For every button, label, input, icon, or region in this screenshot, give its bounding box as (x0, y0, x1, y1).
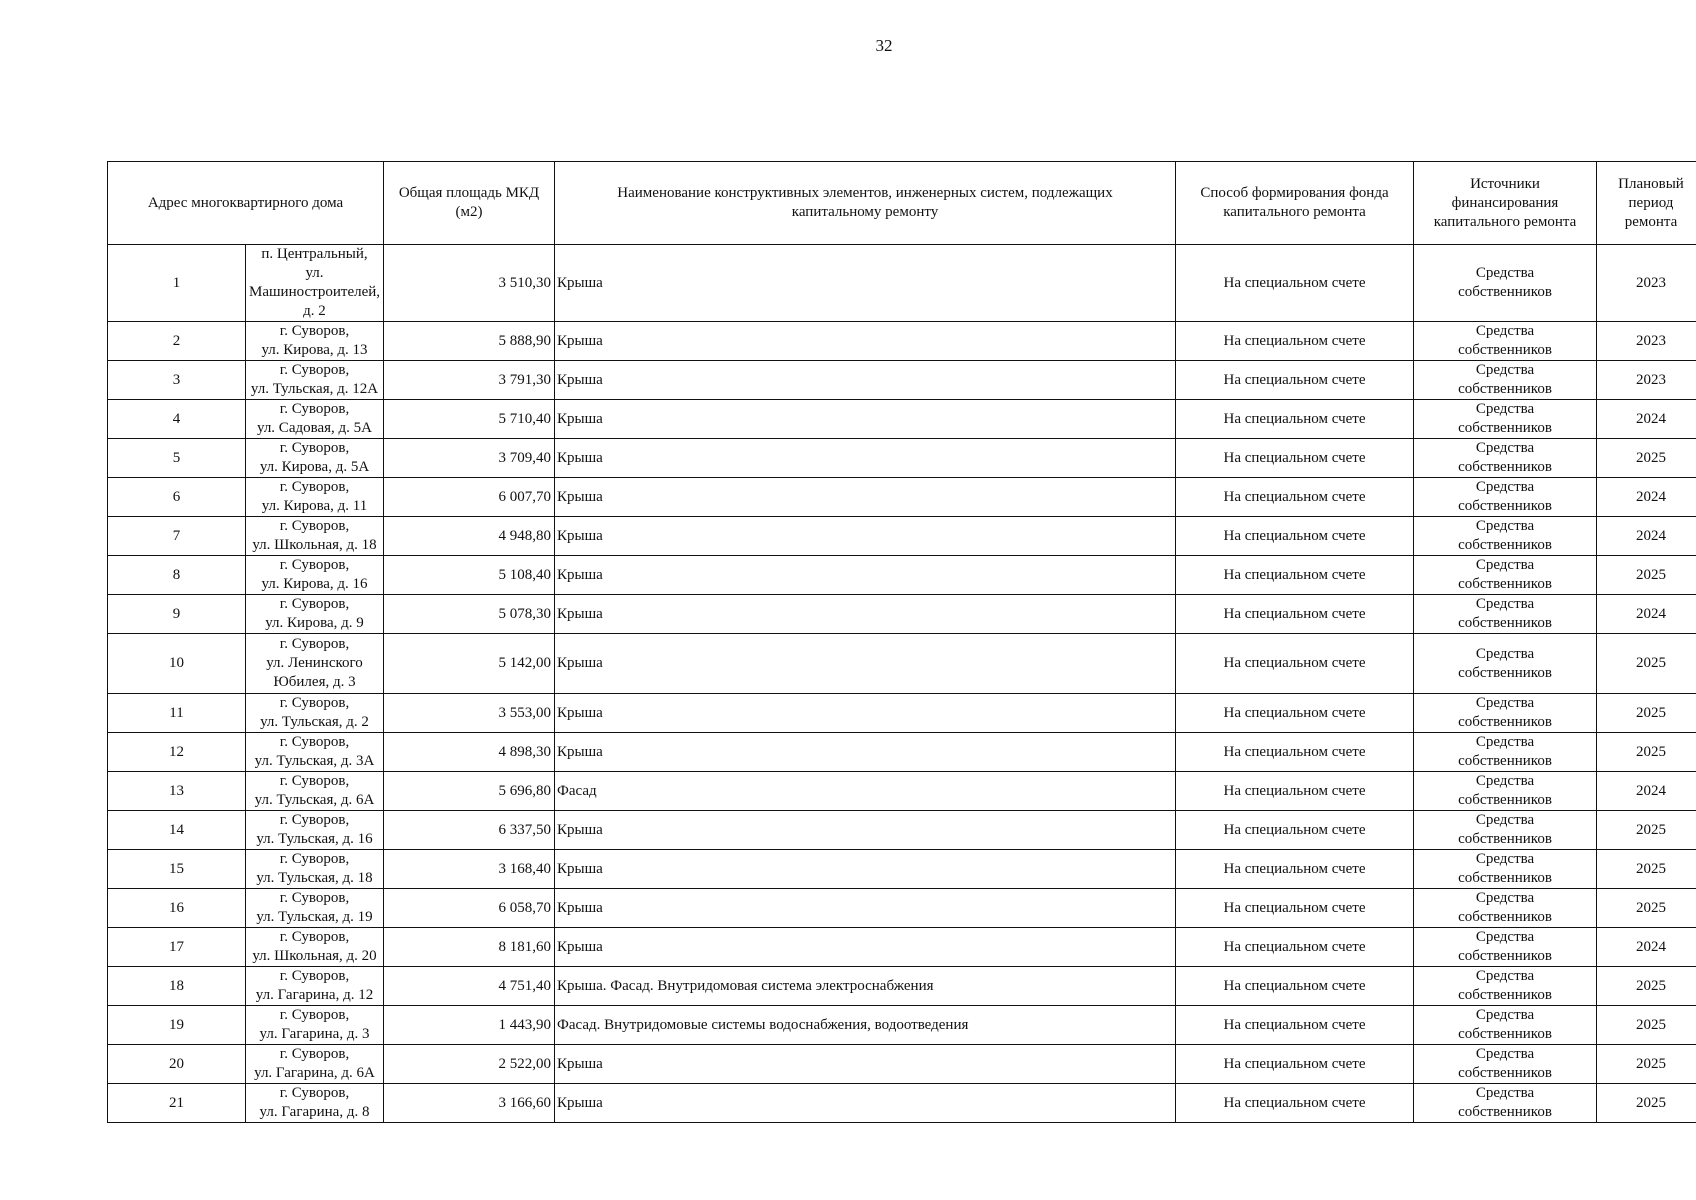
row-period: 2023 (1597, 322, 1696, 361)
address-locality: г. Суворов, (279, 440, 350, 456)
row-method: На специальном счете (1176, 889, 1414, 928)
table-row (108, 517, 1696, 556)
source-line-1: Средства (1475, 1085, 1535, 1101)
row-address (246, 361, 384, 400)
row-address (246, 439, 384, 478)
table-row (108, 478, 1696, 517)
row-source (1414, 967, 1597, 1006)
repair-plan-table (107, 161, 1696, 1123)
row-source (1414, 478, 1597, 517)
row-elements: Крыша (555, 733, 1176, 772)
row-area: 4 898,30 (384, 733, 555, 772)
address-street: ул. Гагарина, д. 3 (259, 1026, 370, 1042)
row-area: 5 078,30 (384, 595, 555, 634)
row-method: На специальном счете (1176, 850, 1414, 889)
row-address (246, 967, 384, 1006)
header-area: Общая площадь МКД (м2) (384, 162, 555, 245)
row-period: 2025 (1597, 967, 1696, 1006)
table-row (108, 400, 1696, 439)
row-method: На специальном счете (1176, 361, 1414, 400)
row-method: На специальном счете (1176, 634, 1414, 694)
row-area: 3 709,40 (384, 439, 555, 478)
address-locality: г. Суворов, (279, 695, 350, 711)
source-line-1: Средства (1475, 890, 1535, 906)
row-elements: Крыша (555, 400, 1176, 439)
row-area: 5 142,00 (384, 634, 555, 694)
row-source (1414, 1084, 1597, 1123)
row-number: 12 (108, 733, 246, 772)
row-area: 3 510,30 (384, 245, 555, 322)
address-street: ул. Кирова, д. 16 (261, 576, 368, 592)
address-locality: г. Суворов, (279, 1085, 350, 1101)
row-source (1414, 811, 1597, 850)
row-method: На специальном счете (1176, 517, 1414, 556)
row-source (1414, 595, 1597, 634)
row-source (1414, 733, 1597, 772)
source-line-1: Средства (1475, 362, 1535, 378)
page-number: 32 (875, 36, 893, 55)
row-method: На специальном счете (1176, 811, 1414, 850)
address-street: ул. Гагарина, д. 8 (259, 1104, 370, 1120)
row-elements: Крыша. Фасад. Внутридомовая система электроснабжения (555, 967, 1176, 1006)
source-line-1: Средства (1475, 479, 1535, 495)
source-line-2: собственников (1458, 1065, 1552, 1081)
row-elements: Крыша (555, 694, 1176, 733)
source-line-1: Средства (1475, 518, 1535, 534)
row-number: 21 (108, 1084, 246, 1123)
row-address (246, 1084, 384, 1123)
source-line-1: Средства (1475, 695, 1535, 711)
source-line-2: собственников (1458, 1026, 1552, 1042)
source-line-2: собственников (1458, 948, 1552, 964)
header-source: Источники финансирования капитального ремонта (1414, 162, 1597, 245)
row-address (246, 400, 384, 439)
source-line-1: Средства (1475, 323, 1535, 339)
row-period: 2025 (1597, 1006, 1696, 1045)
row-elements: Крыша (555, 361, 1176, 400)
address-locality: г. Суворов, (279, 401, 350, 417)
row-source (1414, 772, 1597, 811)
row-number: 8 (108, 556, 246, 595)
address-locality: г. Суворов, (279, 734, 350, 750)
row-number: 9 (108, 595, 246, 634)
source-line-2: собственников (1458, 664, 1552, 681)
source-line-1: Средства (1475, 734, 1535, 750)
row-area: 3 166,60 (384, 1084, 555, 1123)
address-street: ул. Тульская, д. 19 (256, 909, 373, 925)
row-elements: Крыша (555, 322, 1176, 361)
row-number: 5 (108, 439, 246, 478)
address-street: ул. Садовая, д. 5А (256, 420, 373, 436)
row-address (246, 694, 384, 733)
row-period: 2025 (1597, 634, 1696, 694)
address-locality: г. Суворов, (279, 929, 350, 945)
row-source (1414, 400, 1597, 439)
row-address (246, 322, 384, 361)
row-elements: Крыша (555, 517, 1176, 556)
row-number: 20 (108, 1045, 246, 1084)
row-source (1414, 517, 1597, 556)
row-number: 13 (108, 772, 246, 811)
row-elements: Крыша (555, 245, 1176, 322)
address-locality: г. Суворов, (279, 557, 350, 573)
row-period: 2024 (1597, 928, 1696, 967)
source-line-2: собственников (1458, 831, 1552, 847)
source-line-2: собственников (1458, 498, 1552, 514)
table-row (108, 245, 1696, 322)
table-row (108, 1006, 1696, 1045)
table-body (108, 245, 1696, 1123)
row-area: 5 888,90 (384, 322, 555, 361)
row-number: 3 (108, 361, 246, 400)
row-elements: Крыша (555, 634, 1176, 694)
address-street: ул. Кирова, д. 9 (265, 615, 364, 631)
source-line-2: собственников (1458, 714, 1552, 730)
row-source (1414, 634, 1597, 694)
source-line-2: собственников (1458, 537, 1552, 553)
header-period: Плановый период ремонта (1597, 162, 1696, 245)
row-number: 16 (108, 889, 246, 928)
row-source (1414, 245, 1597, 322)
row-address (246, 733, 384, 772)
row-elements: Крыша (555, 595, 1176, 634)
address-street: ул. Тульская, д. 2 (260, 714, 369, 730)
row-address (246, 478, 384, 517)
row-address (246, 517, 384, 556)
row-period: 2025 (1597, 1084, 1696, 1123)
address-street: ул. Школьная, д. 20 (252, 948, 377, 964)
row-address (246, 1045, 384, 1084)
row-area: 6 337,50 (384, 811, 555, 850)
row-elements: Крыша (555, 889, 1176, 928)
row-method: На специальном счете (1176, 1084, 1414, 1123)
source-line-2: собственников (1458, 753, 1552, 769)
row-source (1414, 1045, 1597, 1084)
row-area: 6 007,70 (384, 478, 555, 517)
source-line-1: Средства (1475, 812, 1535, 828)
address-locality: г. Суворов, (279, 968, 350, 984)
source-line-1: Средства (1475, 773, 1535, 789)
row-period: 2025 (1597, 811, 1696, 850)
address-street: ул. Гагарина, д. 6А (254, 1065, 375, 1081)
source-line-1: Средства (1475, 401, 1535, 417)
row-period: 2025 (1597, 733, 1696, 772)
row-method: На специальном счете (1176, 772, 1414, 811)
row-period: 2025 (1597, 556, 1696, 595)
row-elements: Фасад. Внутридомовые системы водоснабжения, водоотведения (555, 1006, 1176, 1045)
source-line-2: собственников (1458, 342, 1552, 358)
table-row (108, 556, 1696, 595)
source-line-1: Средства (1475, 929, 1535, 945)
source-line-1: Средства (1475, 968, 1535, 984)
table-row (108, 694, 1696, 733)
row-address (246, 772, 384, 811)
row-number: 10 (108, 634, 246, 694)
row-number: 17 (108, 928, 246, 967)
row-period: 2025 (1597, 850, 1696, 889)
address-street: ул. Кирова, д. 13 (261, 342, 368, 358)
row-source (1414, 439, 1597, 478)
row-number: 4 (108, 400, 246, 439)
row-method: На специальном счете (1176, 1045, 1414, 1084)
row-elements: Крыша (555, 1084, 1176, 1123)
row-area: 3 791,30 (384, 361, 555, 400)
row-elements: Крыша (555, 1045, 1176, 1084)
address-locality: г. Суворов, (279, 323, 350, 339)
address-street: ул. Машиностроителей, д. 2 (249, 265, 381, 319)
row-elements: Крыша (555, 478, 1176, 517)
row-method: На специальном счете (1176, 322, 1414, 361)
row-area: 8 181,60 (384, 928, 555, 967)
row-method: На специальном счете (1176, 245, 1414, 322)
address-locality: г. Суворов, (279, 362, 350, 378)
header-method: Способ формирования фонда капитального ремонта (1176, 162, 1414, 245)
row-area: 4 751,40 (384, 967, 555, 1006)
row-method: На специальном счете (1176, 556, 1414, 595)
source-line-2: собственников (1458, 420, 1552, 436)
row-source (1414, 850, 1597, 889)
address-street: ул. Школьная, д. 18 (252, 537, 377, 553)
address-street: ул. Кирова, д. 11 (261, 498, 368, 514)
table-row (108, 850, 1696, 889)
source-line-1: Средства (1475, 1007, 1535, 1023)
address-locality: г. Суворов, (279, 518, 350, 534)
source-line-2: собственников (1458, 459, 1552, 475)
row-elements: Крыша (555, 439, 1176, 478)
table-row (108, 928, 1696, 967)
address-locality: п. Центральный, (261, 246, 368, 262)
row-area: 5 696,80 (384, 772, 555, 811)
row-elements: Крыша (555, 928, 1176, 967)
table-row (108, 1045, 1696, 1084)
source-line-1: Средства (1475, 596, 1535, 612)
row-area: 5 108,40 (384, 556, 555, 595)
row-period: 2024 (1597, 595, 1696, 634)
row-method: На специальном счете (1176, 694, 1414, 733)
address-street: ул. Кирова, д. 5А (259, 459, 370, 475)
address-street: ул. Тульская, д. 18 (256, 870, 373, 886)
table-row (108, 361, 1696, 400)
source-line-2: собственников (1458, 576, 1552, 592)
address-locality: г. Суворов, (279, 812, 350, 828)
row-period: 2025 (1597, 439, 1696, 478)
row-area: 3 553,00 (384, 694, 555, 733)
source-line-1: Средства (1475, 645, 1535, 662)
source-line-2: собственников (1458, 987, 1552, 1003)
row-area: 2 522,00 (384, 1045, 555, 1084)
address-locality: г. Суворов, (279, 890, 350, 906)
row-method: На специальном счете (1176, 733, 1414, 772)
address-street: ул. Гагарина, д. 12 (255, 987, 374, 1003)
source-line-1: Средства (1475, 1046, 1535, 1062)
row-number: 19 (108, 1006, 246, 1045)
row-period: 2024 (1597, 400, 1696, 439)
table-row (108, 811, 1696, 850)
row-elements: Крыша (555, 811, 1176, 850)
row-method: На специальном счете (1176, 967, 1414, 1006)
row-address (246, 889, 384, 928)
address-street: ул. Тульская, д. 16 (256, 831, 373, 847)
row-address (246, 811, 384, 850)
row-area: 5 710,40 (384, 400, 555, 439)
row-period: 2025 (1597, 1045, 1696, 1084)
source-line-2: собственников (1458, 909, 1552, 925)
row-method: На специальном счете (1176, 595, 1414, 634)
table-row (108, 967, 1696, 1006)
row-period: 2025 (1597, 889, 1696, 928)
row-number: 1 (108, 245, 246, 322)
source-line-2: собственников (1458, 615, 1552, 631)
row-source (1414, 1006, 1597, 1045)
address-locality: г. Суворов, (279, 636, 350, 652)
row-method: На специальном счете (1176, 928, 1414, 967)
source-line-1: Средства (1475, 851, 1535, 867)
header-elements: Наименование конструктивных элементов, инженерных систем, подлежащих капитальному ремонту (555, 162, 1176, 245)
table-row (108, 889, 1696, 928)
row-method: На специальном счете (1176, 439, 1414, 478)
row-address (246, 1006, 384, 1045)
header-address: Адрес многоквартирного дома (108, 162, 384, 245)
address-locality: г. Суворов, (279, 479, 350, 495)
row-period: 2025 (1597, 694, 1696, 733)
table-row (108, 772, 1696, 811)
row-address (246, 634, 384, 694)
row-address (246, 928, 384, 967)
row-address (246, 245, 384, 322)
address-locality: г. Суворов, (279, 851, 350, 867)
source-line-2: собственников (1458, 870, 1552, 886)
row-period: 2024 (1597, 478, 1696, 517)
address-street: ул. Тульская, д. 6А (254, 792, 375, 808)
source-line-1: Средства (1475, 440, 1535, 456)
address-street: ул. Тульская, д. 12А (250, 381, 379, 397)
address-locality: г. Суворов, (279, 1046, 350, 1062)
row-address (246, 556, 384, 595)
source-line-2: собственников (1458, 381, 1552, 397)
source-line-2: собственников (1458, 1104, 1552, 1120)
row-number: 2 (108, 322, 246, 361)
address-locality: г. Суворов, (279, 596, 350, 612)
source-line-1: Средства (1475, 265, 1535, 281)
row-method: На специальном счете (1176, 400, 1414, 439)
address-locality: г. Суворов, (279, 773, 350, 789)
table-row (108, 439, 1696, 478)
row-elements: Крыша (555, 850, 1176, 889)
row-source (1414, 556, 1597, 595)
row-number: 14 (108, 811, 246, 850)
row-number: 7 (108, 517, 246, 556)
address-locality: г. Суворов, (279, 1007, 350, 1023)
source-line-2: собственников (1458, 284, 1552, 300)
row-source (1414, 322, 1597, 361)
address-street: ул. Ленинского Юбилея, д. 3 (266, 655, 363, 690)
row-number: 6 (108, 478, 246, 517)
row-area: 6 058,70 (384, 889, 555, 928)
table-row (108, 733, 1696, 772)
row-source (1414, 694, 1597, 733)
table-row (108, 322, 1696, 361)
row-method: На специальном счете (1176, 478, 1414, 517)
row-source (1414, 928, 1597, 967)
source-line-1: Средства (1475, 557, 1535, 573)
source-line-2: собственников (1458, 792, 1552, 808)
row-source (1414, 889, 1597, 928)
table-row (108, 634, 1696, 694)
address-street: ул. Тульская, д. 3А (254, 753, 375, 769)
row-elements: Фасад (555, 772, 1176, 811)
row-period: 2023 (1597, 361, 1696, 400)
row-number: 11 (108, 694, 246, 733)
table-row (108, 595, 1696, 634)
row-address (246, 595, 384, 634)
row-area: 3 168,40 (384, 850, 555, 889)
row-elements: Крыша (555, 556, 1176, 595)
row-source (1414, 361, 1597, 400)
row-period: 2024 (1597, 772, 1696, 811)
row-area: 1 443,90 (384, 1006, 555, 1045)
row-period: 2023 (1597, 245, 1696, 322)
row-area: 4 948,80 (384, 517, 555, 556)
table-header (108, 162, 1696, 245)
table-row (108, 1084, 1696, 1123)
row-number: 15 (108, 850, 246, 889)
row-address (246, 850, 384, 889)
row-period: 2024 (1597, 517, 1696, 556)
row-number: 18 (108, 967, 246, 1006)
row-method: На специальном счете (1176, 1006, 1414, 1045)
header-row (108, 162, 1696, 245)
